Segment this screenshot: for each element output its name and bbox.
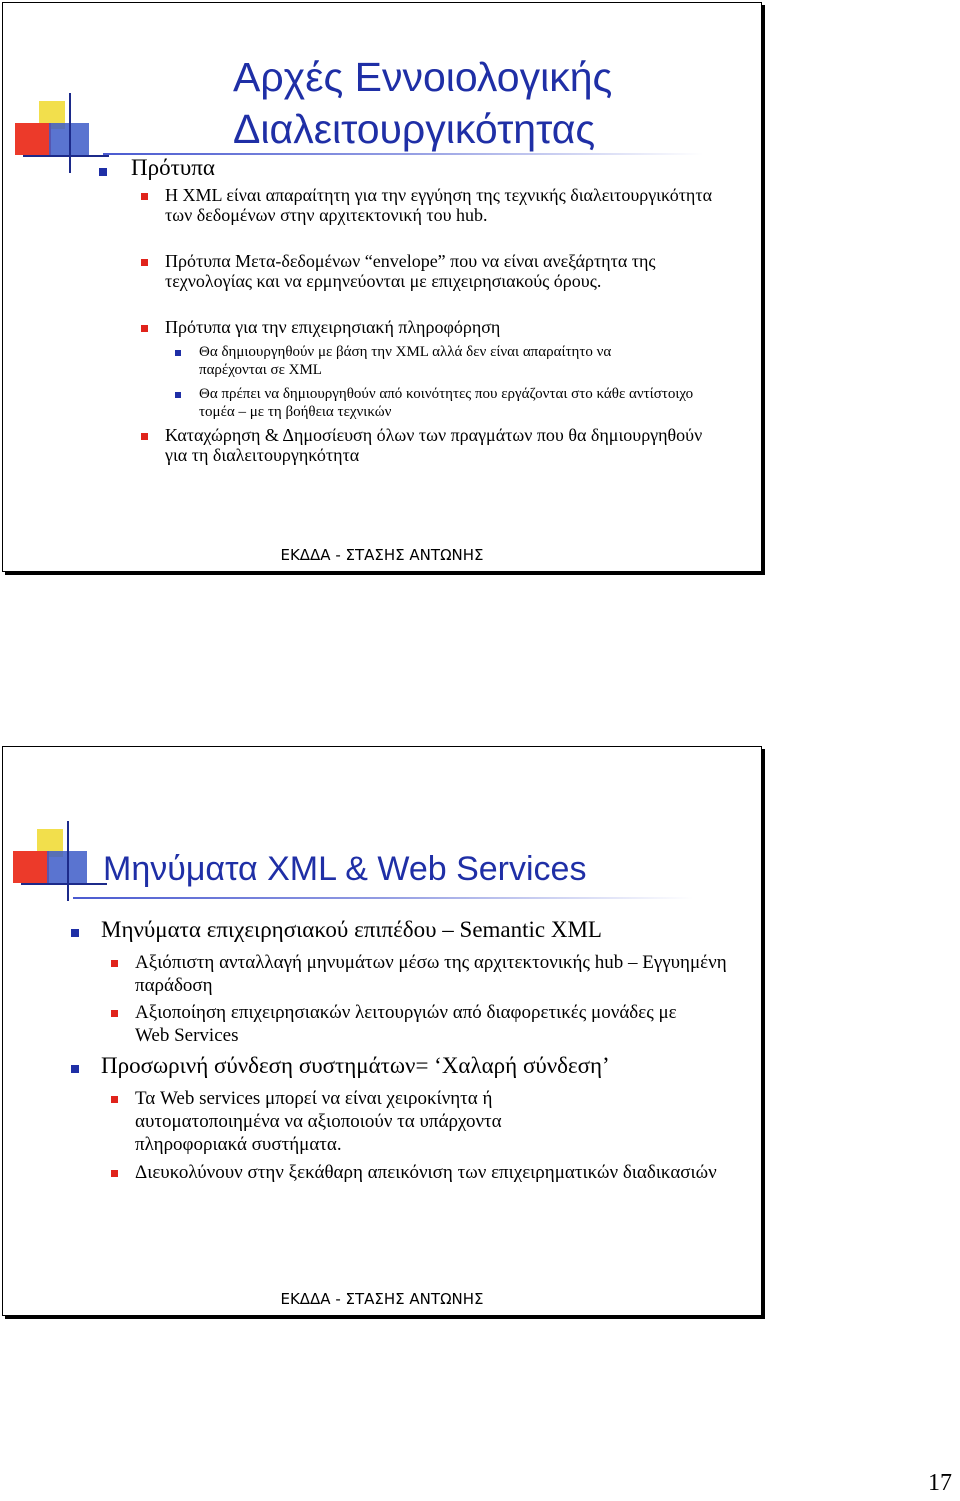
bullet-icon [175,350,181,356]
bullet-icon [111,1010,118,1017]
slide-2: Μηνύματα XML & Web Services Μηνύματα επιχειρησιακού επιπέδου – Semantic XML Αξιόπιστη ανταλλαγή μηνυμάτων μέσω της αρχιτεκτονικής hub – Εγγυημένη παράδοση Αξιοποίηση επιχειρησιακών λειτουργιών από διαφορετικές μονάδες με Web Services Προσωρινή σύνδεση συστημάτων= ‘Χαλαρή σύνδεση’ Τα Web services μπορεί να είναι χειροκίνητα ή αυτοματοποιημένα να αξιοποιούν τα υπάρχοντα πληροφοριακά συστήματα. Διευκολύνουν στην ξεκάθαρη απεικόνιση των επιχειρηματικών διαδικασιών ΕΚΔΔΑ - ΣΤΑΣΗΣ ΑΝΤΩΝΗΣ [2,746,762,1316]
bullet-icon [111,1096,118,1103]
slide-1: Αρχές Εννοιολογικής Διαλειτουργικότητας Πρότυπα Η XML είναι απαραίτητη για την εγγύηση της τεχνικής διαλειτουργικότητα των δεδομένων στην αρχιτεκτονική του hub. Πρότυπα Μετα-δεδομένων “envelope” που να είναι ανεξάρτητα της τεχνολογίας και να ερμηνεύονται με επιχειρησιακούς όρους. Πρότυπα για την επιχειρησιακή πληροφόρηση Θα δημιουργηθούν με βάση την XML αλλά δεν είναι απαραίτητο να παρέχονται σε XML Θα πρέπει να δημιουργηθούν από κοινότητες που εργάζονται στο κάθε αντίστοιχο τομέα – με τη βοήθεια τεχνικών Καταχώρηση & Δημοσίευση όλων των πραγμάτων που θα δημιουργηθούν για τη διαλειτουργηκότητα ΕΚΔΔΑ - ΣΤΑΣΗΣ ΑΝΤΩΝΗΣ [2,2,762,572]
bullet-icon [111,960,118,967]
slide-footer: ΕΚΔΔΑ - ΣΤΑΣΗΣ ΑΝΤΩΝΗΣ [280,1290,484,1308]
bullet-icon [141,193,148,200]
bullet-icon [175,392,181,398]
bullet-icon [71,1065,79,1073]
page-number: 17 [928,1470,952,1496]
bullet-icon [71,929,79,937]
bullet-icon [99,168,107,176]
slide-title: Αρχές Εννοιολογικής Διαλειτουργικότητας [233,54,613,152]
slide-logo-icon [13,83,113,183]
bullet-icon [141,259,148,266]
slide-footer: ΕΚΔΔΑ - ΣΤΑΣΗΣ ΑΝΤΩΝΗΣ [280,546,484,564]
title-underline [73,897,693,899]
bullet-icon [141,433,148,440]
bullet-icon [141,325,148,332]
slide-title: Μηνύματα XML & Web Services [103,850,587,888]
slide-logo-icon [11,811,111,911]
bullet-icon [111,1170,118,1177]
